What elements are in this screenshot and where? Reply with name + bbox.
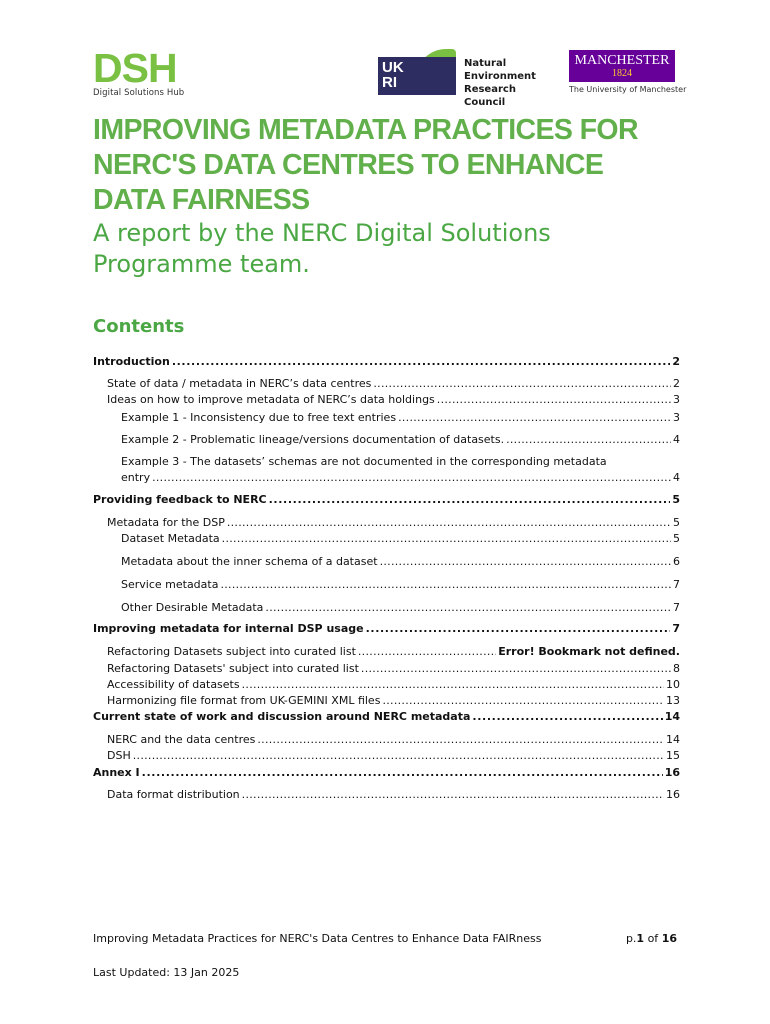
toc-entry-title: Example 1 - Inconsistency due to free text entries	[121, 411, 397, 424]
toc-entry[interactable]	[0, 432, 770, 448]
ukri-mark	[378, 57, 456, 95]
ukri-mark-line2: RI	[382, 74, 397, 91]
toc-entry[interactable]	[0, 677, 770, 693]
toc-page-number: 5	[672, 493, 680, 506]
toc-dot-leader	[142, 765, 663, 781]
toc-entry-title: Metadata about the inner schema of a dataset	[121, 555, 378, 568]
manchester-logo-mark	[569, 50, 675, 82]
footer-page-number	[626, 932, 677, 945]
toc-dot-leader	[133, 748, 664, 764]
toc-entry[interactable]	[0, 531, 770, 547]
footer-page-total: 16	[661, 932, 677, 945]
toc-page-number: 7	[673, 578, 680, 591]
toc-entry[interactable]	[0, 621, 770, 637]
contents-heading: Contents	[93, 316, 185, 337]
toc-dot-leader	[242, 677, 664, 693]
toc-page-number: 15	[666, 749, 680, 762]
footer-document-title: Improving Metadata Practices for NERC's Data Centres to Enhance Data FAIRness	[93, 932, 542, 945]
toc-entry-title: Current state of work and discussion around NERC metadata	[93, 710, 471, 723]
toc-page-number: 5	[673, 532, 680, 545]
toc-entry-title-continued: entry	[121, 471, 151, 484]
manchester-year: 1824	[612, 68, 632, 79]
toc-entry-title: Other Desirable Metadata	[121, 601, 264, 614]
toc-entry-title: Ideas on how to improve metadata of NERC’s data holdings	[107, 393, 435, 406]
toc-dot-leader	[361, 661, 671, 677]
document-title-line1: IMPROVING METADATA PRACTICES FOR	[93, 114, 638, 146]
toc-dot-leader	[398, 410, 671, 426]
document-title-line3: DATA FAIRNESS	[93, 184, 310, 216]
toc-page-number: 10	[666, 678, 680, 691]
toc-entry-title: Harmonizing file format from UK-GEMINI XML files	[107, 694, 381, 707]
toc-entry-title: Example 2 - Problematic lineage/versions documentation of datasets.	[121, 433, 505, 446]
toc-entry-title: Dataset Metadata	[121, 532, 220, 545]
dsh-logo-mark: DSH	[93, 45, 177, 91]
toc-dot-leader	[358, 644, 496, 660]
toc-page-number: 2	[672, 355, 680, 368]
toc-dot-leader	[382, 693, 664, 709]
toc-page-number: 8	[673, 662, 680, 675]
toc-dot-leader	[269, 492, 671, 508]
toc-entry[interactable]	[0, 470, 770, 486]
toc-page-number: 6	[673, 555, 680, 568]
toc-dot-leader	[472, 709, 662, 725]
toc-entry[interactable]	[0, 577, 770, 593]
toc-page-number: 14	[666, 733, 680, 746]
toc-dot-leader	[257, 732, 664, 748]
toc-entry-title: NERC and the data centres	[107, 733, 256, 746]
toc-entry[interactable]	[0, 515, 770, 531]
toc-dot-leader	[222, 531, 671, 547]
ukri-mark-line1: UK	[382, 59, 404, 76]
toc-entry-title: DSH	[107, 749, 131, 762]
toc-dot-leader	[152, 470, 671, 486]
toc-page-number: 7	[673, 601, 680, 614]
toc-entry-title: Introduction	[93, 355, 170, 368]
toc-page-number: 4	[673, 471, 680, 484]
toc-page-number: 16	[666, 788, 680, 801]
toc-entry-title: Refactoring Datasets subject into curated list	[107, 645, 356, 658]
toc-page-number: 2	[673, 377, 680, 390]
toc-dot-leader	[265, 600, 671, 616]
toc-entry[interactable]	[0, 787, 770, 803]
toc-entry[interactable]	[0, 765, 770, 781]
manchester-name: MANCHESTER	[574, 53, 670, 68]
manchester-subtitle: The University of Manchester	[569, 85, 687, 94]
toc-entry-title: Example 3 - The datasets’ schemas are not documented in the corresponding metadata	[121, 455, 607, 468]
toc-entry[interactable]	[0, 492, 770, 508]
toc-entry[interactable]	[0, 748, 770, 764]
nerc-name	[464, 57, 558, 109]
toc-entry[interactable]	[0, 354, 770, 370]
toc-entry-title: Data format distribution	[107, 788, 240, 801]
document-subtitle	[93, 218, 653, 280]
toc-entry-title: State of data / metadata in NERC’s data centres	[107, 377, 372, 390]
toc-entry-title: Annex I	[93, 766, 140, 779]
toc-dot-leader	[242, 787, 664, 803]
toc-dot-leader	[380, 554, 671, 570]
dsh-logo	[93, 45, 197, 98]
toc-entry-title: Refactoring Datasets' subject into curated list	[107, 662, 359, 675]
toc-entry-title: Accessibility of datasets	[107, 678, 240, 691]
toc-dot-leader	[220, 577, 671, 593]
footer-page-current: 1	[636, 932, 645, 945]
toc-entry[interactable]	[0, 600, 770, 616]
footer-page-of: of	[644, 932, 662, 945]
toc-page-number: Error! Bookmark not defined.	[498, 645, 680, 658]
toc-entry[interactable]	[0, 732, 770, 748]
manchester-logo	[569, 50, 687, 96]
toc-page-number: 13	[666, 694, 680, 707]
toc-entry[interactable]	[0, 644, 770, 660]
toc-entry-title: Providing feedback to NERC	[93, 493, 267, 506]
toc-entry-title: Improving metadata for internal DSP usage	[93, 622, 364, 635]
footer-last-updated: Last Updated: 13 Jan 2025	[93, 966, 240, 979]
toc-entry[interactable]	[0, 661, 770, 677]
toc-page-number: 5	[673, 516, 680, 529]
nerc-name-line2: Environment	[464, 71, 536, 82]
toc-dot-leader	[172, 354, 671, 370]
document-subtitle-line1: A report by the NERC Digital Solutions	[93, 219, 551, 247]
toc-page-number: 4	[673, 433, 680, 446]
toc-entry[interactable]	[0, 410, 770, 426]
nerc-name-line3: Research Council	[464, 84, 516, 108]
dsh-logo-subtitle: Digital Solutions Hub	[93, 88, 185, 98]
toc-dot-leader	[437, 392, 671, 408]
toc-page-number: 14	[664, 710, 680, 723]
toc-page-number: 16	[664, 766, 680, 779]
toc-dot-leader	[506, 432, 671, 448]
toc-entry[interactable]	[0, 693, 770, 709]
toc-entry[interactable]	[0, 709, 770, 725]
toc-entry-title: Service metadata	[121, 578, 219, 591]
toc-page-number: 3	[673, 393, 680, 406]
ukri-nerc-logo	[378, 49, 558, 108]
toc-entry[interactable]	[0, 554, 770, 570]
document-title-line2: NERC'S DATA CENTRES TO ENHANCE	[93, 149, 604, 181]
footer-page-prefix: p.	[625, 932, 637, 945]
toc-dot-leader	[227, 515, 671, 531]
nerc-name-line1: Natural	[464, 58, 507, 69]
document-title	[93, 113, 693, 218]
toc-page-number: 3	[673, 411, 680, 424]
toc-dot-leader	[366, 621, 671, 637]
toc-dot-leader	[373, 376, 671, 392]
document-subtitle-line2: Programme team.	[93, 250, 310, 278]
toc-entry[interactable]	[0, 392, 770, 408]
toc-entry[interactable]	[0, 376, 770, 392]
toc-entry-title: Metadata for the DSP	[107, 516, 225, 529]
toc-page-number: 7	[672, 622, 680, 635]
